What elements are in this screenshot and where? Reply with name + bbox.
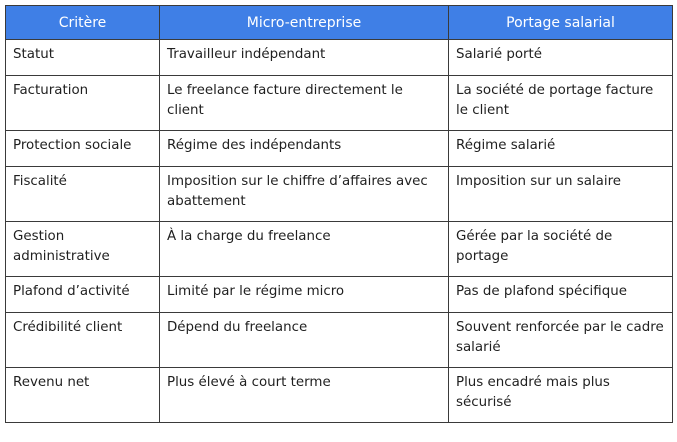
cell-portage-salarial: Plus encadré mais plus sécurisé [449,368,673,423]
header-portage-salarial: Portage salarial [449,6,673,40]
cell-portage-salarial: Souvent renforcée par le cadre salarié [449,313,673,368]
header-micro-entreprise: Micro-entreprise [160,6,449,40]
cell-portage-salarial: Régime salarié [449,131,673,167]
cell-criterion: Crédibilité client [6,313,160,368]
cell-criterion: Protection sociale [6,131,160,167]
cell-criterion: Fiscalité [6,167,160,222]
cell-criterion: Facturation [6,76,160,131]
cell-criterion: Statut [6,40,160,76]
table-row [6,277,673,313]
table-row [6,40,673,76]
cell-micro-entreprise: Plus élevé à court terme [160,368,449,423]
table-row [6,76,673,131]
table-row [6,222,673,277]
cell-criterion: Plafond d’activité [6,277,160,313]
cell-micro-entreprise: Régime des indépendants [160,131,449,167]
cell-micro-entreprise: Travailleur indépendant [160,40,449,76]
table-row [6,167,673,222]
cell-micro-entreprise: Imposition sur le chiffre d’affaires avec abattement [160,167,449,222]
cell-portage-salarial: Salarié porté [449,40,673,76]
header-criterion: Critère [6,6,160,40]
cell-micro-entreprise: À la charge du freelance [160,222,449,277]
cell-portage-salarial: Gérée par la société de portage [449,222,673,277]
table-row [6,131,673,167]
cell-micro-entreprise: Dépend du freelance [160,313,449,368]
table-row [6,313,673,368]
comparison-table [5,5,673,423]
cell-micro-entreprise: Limité par le régime micro [160,277,449,313]
cell-criterion: Gestion administrative [6,222,160,277]
table-row [6,368,673,423]
cell-micro-entreprise: Le freelance facture directement le client [160,76,449,131]
cell-criterion: Revenu net [6,368,160,423]
header-row [6,6,673,40]
cell-portage-salarial: Imposition sur un salaire [449,167,673,222]
cell-portage-salarial: Pas de plafond spécifique [449,277,673,313]
cell-portage-salarial: La société de portage facture le client [449,76,673,131]
